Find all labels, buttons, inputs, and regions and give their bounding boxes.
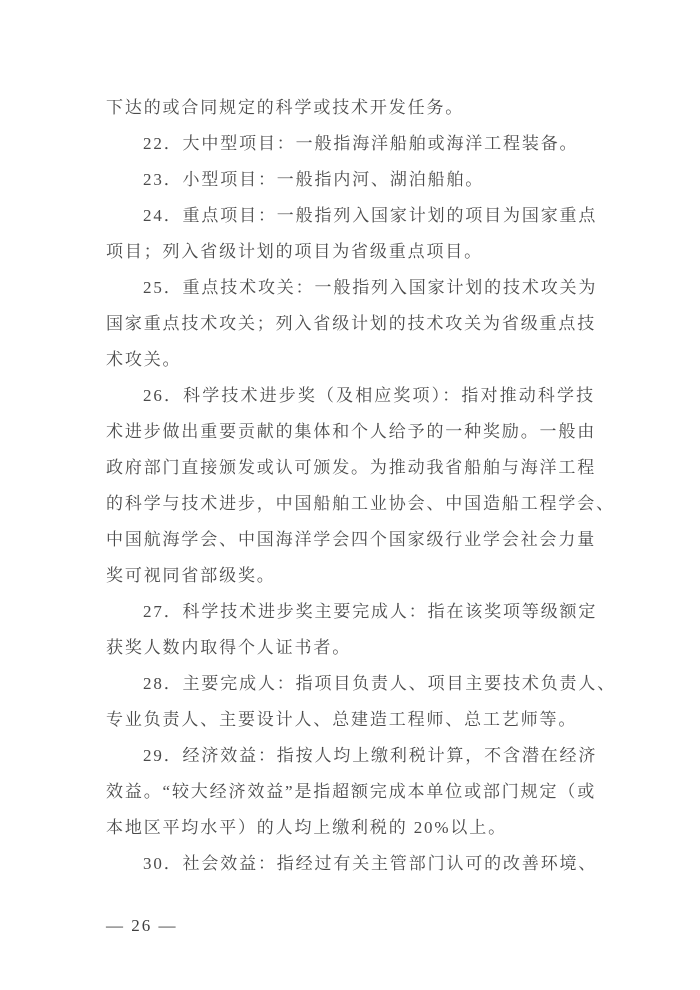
body-line-item-28: 28．主要完成人：指项目负责人、项目主要技术负责人、 [143,674,617,693]
body-line: 下达的或合同规定的科学或技术开发任务。 [106,98,465,117]
body-line: 的科学与技术进步，中国船舶工业协会、中国造船工程学会、 [106,494,615,513]
body-line: 中国航海学会、中国海洋学会四个国家级行业学会社会力量 [106,530,597,549]
body-line: 效益。“较大经济效益”是指超额完成本单位或部门规定（或 [106,782,597,801]
body-line-item-25: 25．重点技术攻关：一般指列入国家计划的技术攻关为 [143,278,598,297]
body-line: 奖可视同省部级奖。 [106,566,276,585]
document-body [106,90,617,882]
body-line: 术攻关。 [106,350,182,369]
body-line-item-30: 30．社会效益：指经过有关主管部门认可的改善环境、 [143,854,598,873]
body-line-item-29: 29．经济效益：指按人均上缴利税计算，不含潜在经济 [143,746,598,765]
body-line: 术进步做出重要贡献的集体和个人给予的一种奖励。一般由 [106,422,597,441]
body-line: 国家重点技术攻关；列入省级计划的技术攻关为省级重点技 [106,314,597,333]
body-line: 政府部门直接颁发或认可颁发。为推动我省船舶与海洋工程 [106,458,597,477]
body-line: 获奖人数内取得个人证书者。 [106,638,352,657]
body-line-item-24: 24．重点项目：一般指列入国家计划的项目为国家重点 [143,206,598,225]
body-line: 项目；列入省级计划的项目为省级重点项目。 [106,242,483,261]
body-line: 专业负责人、主要设计人、总建造工程师、总工艺师等。 [106,710,578,729]
body-line: 本地区平均水平）的人均上缴利税的 20%以上。 [106,818,507,837]
page-number: — 26 — [106,916,178,935]
body-line-item-26: 26．科学技术进步奖（及相应奖项）：指对推动科学技 [143,386,595,405]
body-line-item-27: 27．科学技术进步奖主要完成人：指在该奖项等级额定 [143,602,598,621]
body-line-item-23: 23．小型项目：一般指内河、湖泊船舶。 [143,170,485,189]
body-line-item-22: 22．大中型项目：一般指海洋船舶或海洋工程装备。 [143,134,579,153]
